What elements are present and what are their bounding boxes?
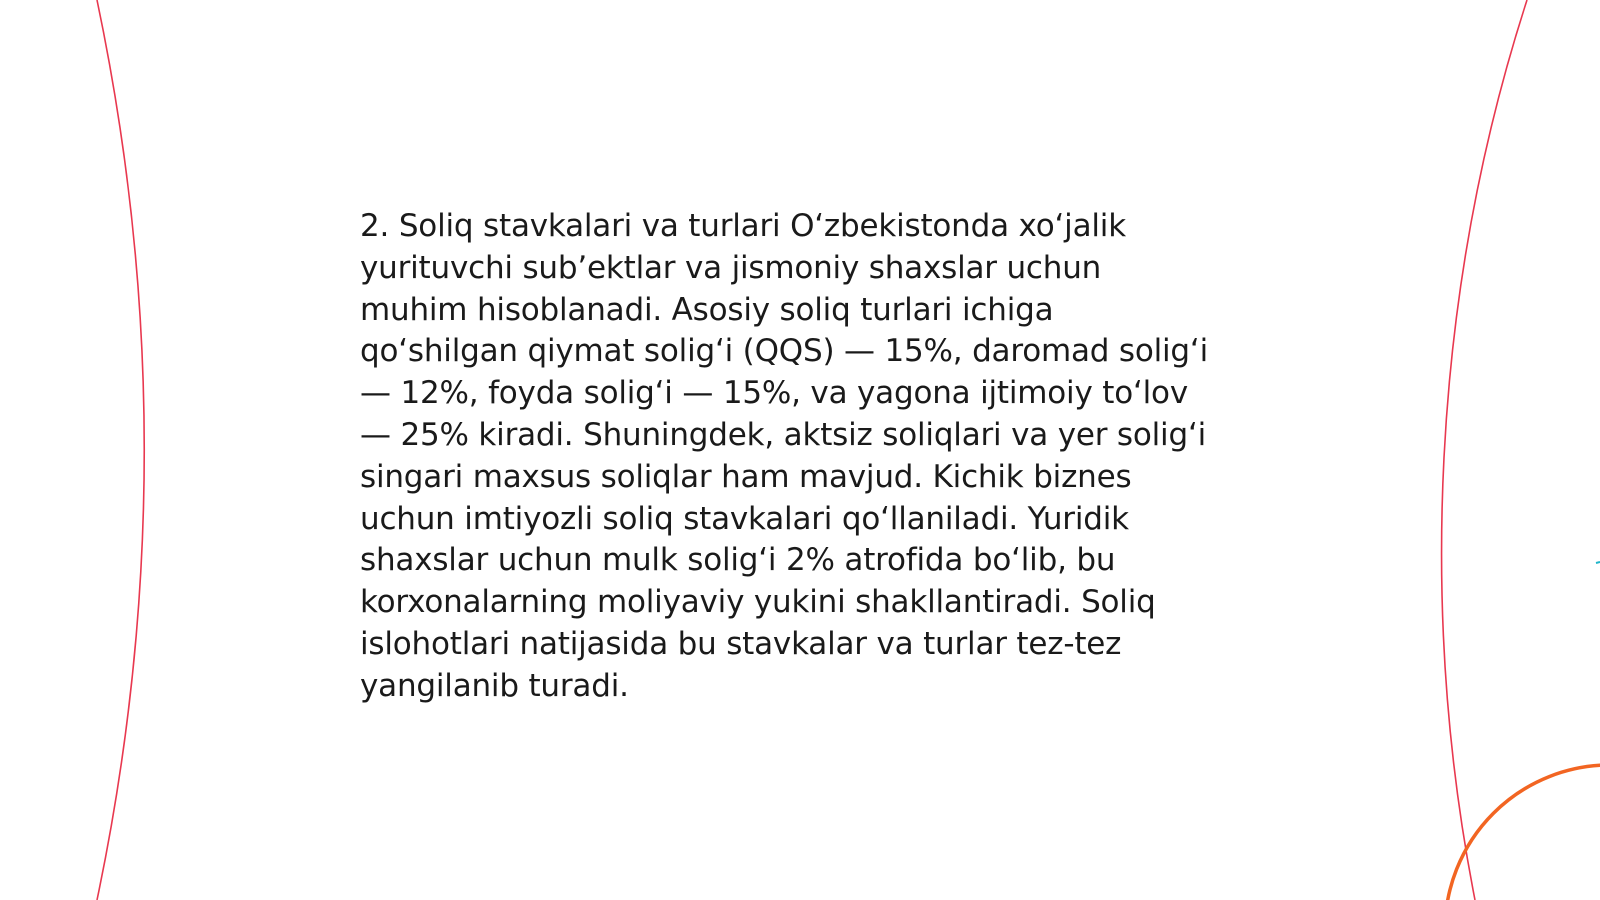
orange-arc xyxy=(1445,765,1600,900)
right-curve xyxy=(1442,0,1527,900)
teal-accent-mark xyxy=(1596,562,1600,563)
left-curve xyxy=(97,0,144,900)
slide-body-text: 2. Soliq stavkalari va turlari O‘zbekistonda xo‘jalik yurituvchi sub’ektlar va jismoniy shaxslar uchun muhim hisoblanadi. Asosiy soliq turlari ichiga qo‘shilgan qiymat solig‘i (QQS) — 15%, daromad solig‘i — 12%, foyda solig‘i — 15%, va yagona ijtimoiy to‘lov — 25% kiradi. Shuningdek, aktsiz soliqlari va yer solig‘i singari maxsus soliqlar ham mavjud. Kichik biznes uchun imtiyozli soliq stavkalari qo‘llaniladi. Yuridik shaxslar uchun mulk solig‘i 2% atrofida bo‘lib, bu korxonalarning moliyaviy yukini shakllantiradi. Soliq islohotlari natijasida bu stavkalar va turlar tez-tez yangilanib turadi. xyxy=(360,208,1208,704)
